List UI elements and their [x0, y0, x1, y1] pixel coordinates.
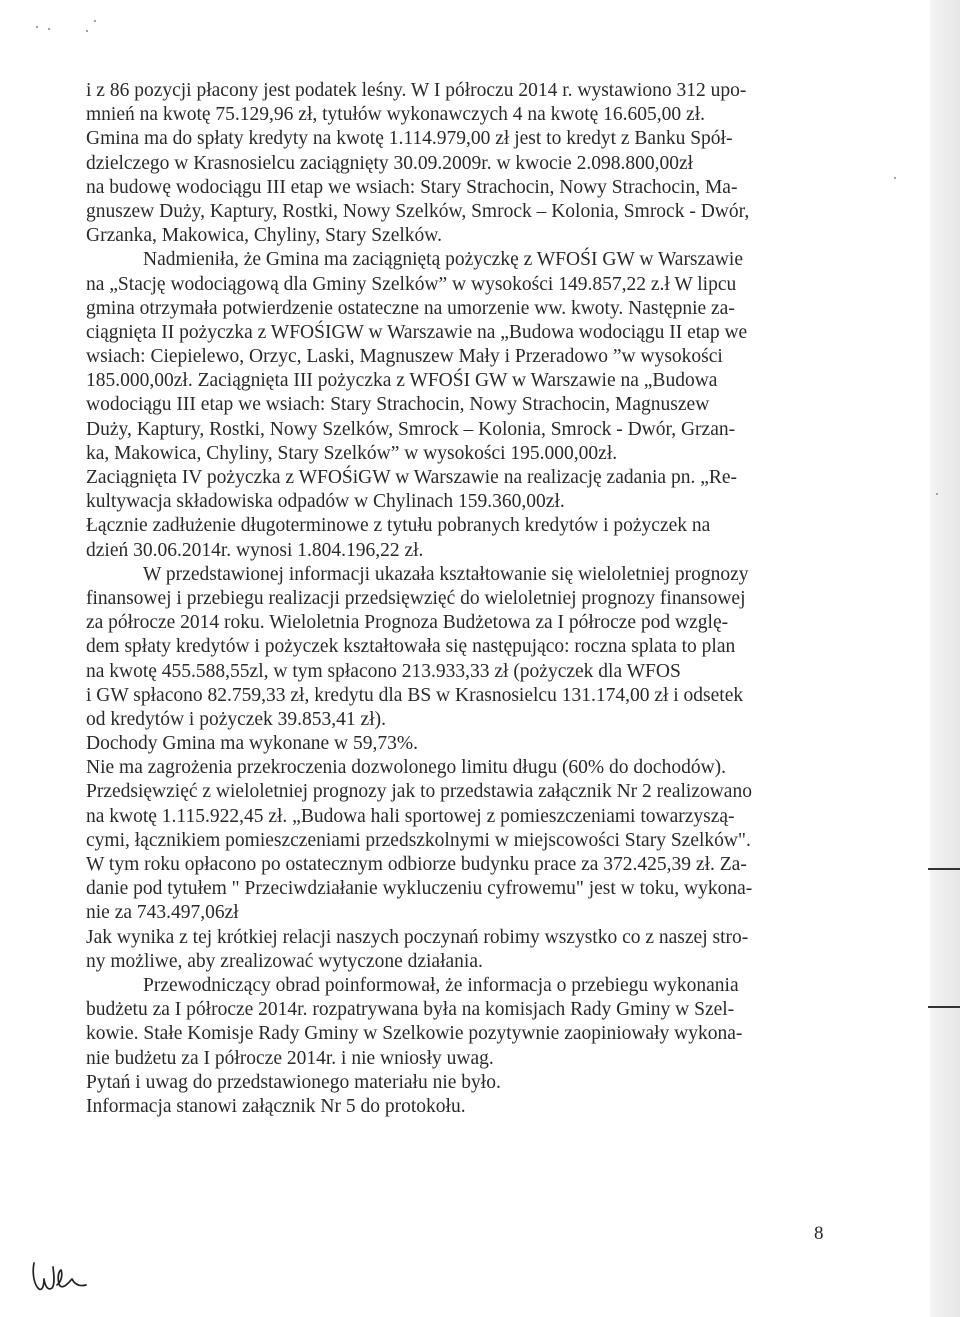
- text-line: gnuszew Duży, Kaptury, Rostki, Nowy Szelków, Smrock – Kolonia, Smrock - Dwór,: [86, 200, 750, 222]
- text-line: ka, Makowica, Chyliny, Stary Szelków” w wysokości 195.000,00zł.: [86, 442, 618, 464]
- text-line: na „Stację wodociągową dla Gminy Szelków” w wysokości 149.857,22 z.ł W lipcu: [86, 273, 737, 295]
- text-line: budżetu za I półrocze 2014r. rozpatrywana była na komisjach Rady Gminy w Szel-: [86, 999, 735, 1021]
- text-line: ciągnięta II pożyczka z WFOŚIGW w Warszawie na „Budowa wodociągu II etap we: [86, 321, 748, 343]
- text-line: Duży, Kaptury, Rostki, Nowy Szelków, Smrock – Kolonia, Smrock - Dwór, Grzan-: [86, 418, 736, 440]
- text-line: Zaciągnięta IV pożyczka z WFOŚiGW w Warszawie na realizację zadania pn. „Re-: [86, 467, 738, 488]
- text-line: ny możliwe, aby zrealizować wytyczone działania.: [86, 950, 483, 972]
- text-line: cymi, łącznikiem pomieszczeniami przedszkolnymi w miejscowości Stary Szelków".: [86, 829, 751, 851]
- text-line: danie pod tytułem " Przeciwdziałanie wykluczeniu cyfrowemu" jest w toku, wykona-: [86, 878, 753, 900]
- text-line: Nadmieniła, że Gmina ma zaciągniętą pożyczkę z WFOŚI GW w Warszawie: [143, 249, 743, 271]
- text-line: Grzanka, Makowica, Chyliny, Stary Szelków.: [86, 225, 442, 247]
- text-line: Jak wynika z tej krótkiej relacji naszych poczynań robimy wszystko co z naszej stro-: [86, 926, 749, 948]
- text-line: Gmina ma do spłaty kredyty na kwotę 1.114.979,00 zł jest to kredyt z Banku Spół-: [86, 128, 733, 150]
- text-line: mnień na kwotę 75.129,96 zł, tytułów wykonawczych 4 na kwotę 16.605,00 zł.: [86, 104, 706, 126]
- scan-speck: [936, 493, 938, 495]
- text-line: na budowę wodociągu III etap we wsiach: Stary Strachocin, Nowy Strachocin, Ma-: [86, 176, 738, 198]
- text-line: finansowej i przebiegu realizacji przedsięwzięć do wieloletniej prognozy finansowej: [86, 587, 746, 609]
- text-line: i z 86 pozycji płacony jest podatek leśny. W I półroczu 2014 r. wystawiono 312 upo-: [86, 80, 747, 101]
- scan-edge-mark: [928, 868, 960, 870]
- text-line: i GW spłacono 82.759,33 zł, kredytu dla BS w Krasnosielcu 131.174,00 zł i odsetek: [86, 684, 744, 706]
- text-line: Pytań i uwag do przedstawionego materiału nie było.: [86, 1071, 501, 1093]
- handwritten-signature: [30, 1255, 92, 1295]
- text-line: kowie. Stałe Komisje Rady Gminy w Szelkowie pozytywnie zaopiniowały wykona-: [86, 1023, 743, 1045]
- scan-speck: [36, 26, 38, 28]
- text-line: dzień 30.06.2014r. wynosi 1.804.196,22 zł.: [86, 539, 424, 561]
- text-line: na kwotę 1.115.922,45 zł. „Budowa hali sportowej z pomieszczeniami towarzyszą-: [86, 805, 735, 827]
- scan-speck: [94, 20, 96, 22]
- text-line: kultywacja składowiska odpadów w Chylinach 159.360,00zł.: [86, 491, 565, 513]
- scan-speck: [86, 30, 88, 32]
- scan-edge-strip: [930, 0, 960, 1317]
- text-line: na kwotę 455.588,55zl, w tym spłacono 213.933,33 zł (pożyczek dla WFOS: [86, 660, 681, 682]
- document-body: [86, 79, 842, 1119]
- text-line: gmina otrzymała potwierdzenie ostateczne na umorzenie ww. kwoty. Następnie za-: [86, 297, 735, 319]
- text-line: Łącznie zadłużenie długoterminowe z tytułu pobranych kredytów i pożyczek na: [86, 515, 711, 537]
- text-line: dem spłaty kredytów i pożyczek kształtowała się następująco: roczna splata to plan: [86, 636, 736, 658]
- text-line: nie budżetu za I półrocze 2014r. i nie wniosły uwag.: [86, 1047, 494, 1069]
- text-line: wsiach: Ciepielewo, Orzyc, Laski, Magnuszew Mały i Przeradowo ”w wysokości: [86, 346, 723, 368]
- text-line: nie za 743.497,06zł: [86, 902, 239, 924]
- scan-speck: [894, 177, 896, 179]
- text-line: W przedstawionej informacji ukazała kształtowanie się wieloletniej prognozy: [143, 563, 749, 585]
- text-line: 185.000,00zł. Zaciągnięta III pożyczka z WFOŚI GW w Warszawie na „Budowa: [86, 370, 718, 392]
- scan-speck: [48, 28, 50, 30]
- text-line: dzielczego w Krasnosielcu zaciągnięty 30.09.2009r. w kwocie 2.098.800,00zł: [86, 152, 694, 174]
- text-line: Informacja stanowi załącznik Nr 5 do protokołu.: [86, 1095, 466, 1117]
- text-line: Przewodniczący obrad poinformował, że informacja o przebiegu wykonania: [143, 974, 739, 996]
- text-line: W tym roku opłacono po ostatecznym odbiorze budynku prace za 372.425,39 zł. Za-: [86, 854, 747, 875]
- text-line: wodociągu III etap we wsiach: Stary Strachocin, Nowy Strachocin, Magnuszew: [86, 394, 710, 416]
- text-line: za półrocze 2014 roku. Wieloletnia Prognoza Budżetowa za I półrocze pod wzglę-: [86, 612, 729, 634]
- text-line: Dochody Gmina ma wykonane w 59,73%.: [86, 733, 418, 755]
- scan-edge-mark: [928, 1006, 960, 1008]
- text-line: od kredytów i pożyczek 39.853,41 zł).: [86, 708, 387, 730]
- page-number: 8: [814, 1223, 824, 1244]
- text-line: Nie ma zagrożenia przekroczenia dozwolonego limitu długu (60% do dochodów).: [86, 757, 727, 779]
- text-line: Przedsięwzięć z wieloletniej prognozy jak to przedstawia załącznik Nr 2 realizowano: [86, 781, 752, 803]
